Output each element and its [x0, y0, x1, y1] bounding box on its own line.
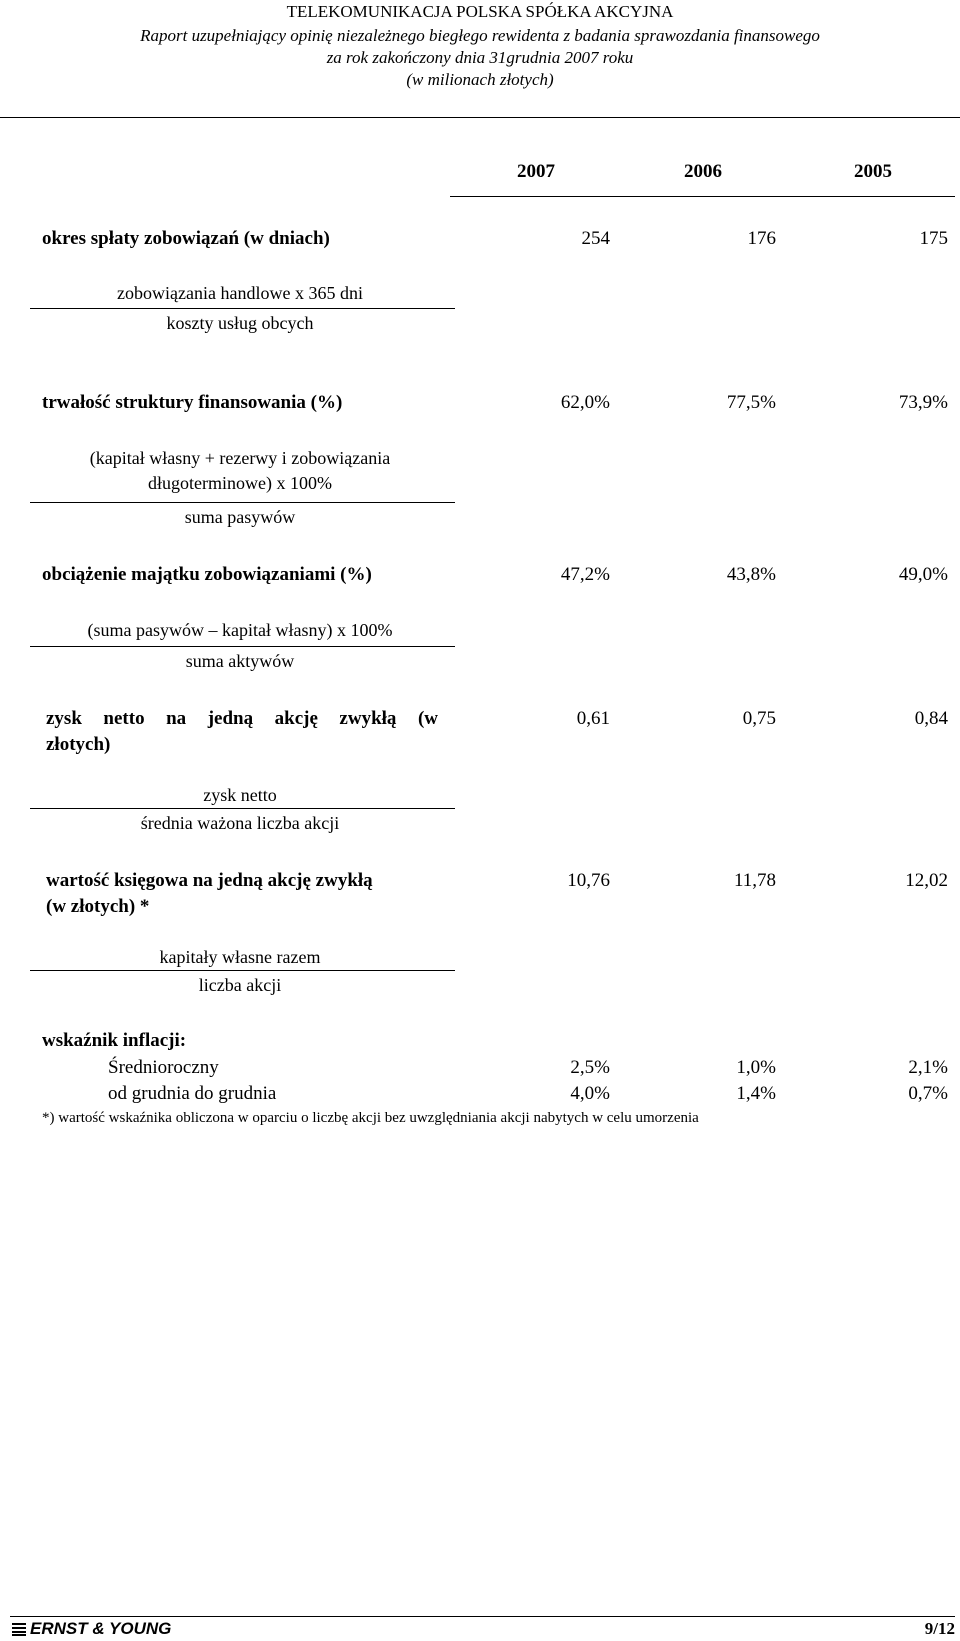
- value-2006: 1,4%: [736, 1083, 776, 1104]
- fraction-line: [30, 808, 455, 809]
- header-divider: [0, 117, 960, 118]
- value-2006: 77,5%: [726, 392, 776, 413]
- row-label: obciążenie majątku zobowiązaniami (%): [42, 564, 372, 585]
- formula-numerator: zysk netto: [203, 785, 277, 805]
- year-2007: 2007: [517, 161, 555, 182]
- report-period: za rok zakończony dnia 31grudnia 2007 roku: [326, 48, 634, 67]
- row-label: zysk netto na jedną akcję zwykłą (w: [46, 708, 438, 729]
- value-2007: 2,5%: [570, 1057, 610, 1078]
- value-2005: 175: [919, 228, 948, 249]
- value-2007: 254: [581, 228, 610, 249]
- year-2006: 2006: [684, 161, 722, 182]
- report-unit: (w milionach złotych): [406, 70, 554, 89]
- row-label: trwałość struktury finansowania (%): [42, 392, 343, 413]
- value-2005: 0,7%: [908, 1083, 948, 1104]
- formula-denominator: liczba akcji: [198, 975, 282, 995]
- row-label: okres spłaty zobowiązań (w dniach): [42, 228, 330, 249]
- company-title: TELEKOMUNIKACJA POLSKA SPÓŁKA AKCYJNA: [286, 2, 674, 21]
- footnote: *) wartość wskaźnika obliczona w oparciu o liczbę akcji bez uwzględniania akcji nabytych w celu umorzenia: [42, 1110, 699, 1126]
- value-2007: 4,0%: [570, 1083, 610, 1104]
- fraction-line: [30, 646, 455, 647]
- value-2005: 49,0%: [898, 564, 948, 585]
- fraction-line: [30, 970, 455, 971]
- formula-numerator: długoterminowe) x 100%: [148, 473, 332, 493]
- value-2006: 11,78: [733, 870, 776, 891]
- value-2006: 1,0%: [736, 1057, 776, 1078]
- formula-denominator: suma aktywów: [185, 651, 295, 671]
- inflation-label: od grudnia do grudnia: [108, 1083, 277, 1104]
- ey-logo: ERNST & YOUNG: [30, 1619, 172, 1638]
- value-2007: 62,0%: [560, 392, 610, 413]
- value-2005: 0,84: [914, 708, 948, 729]
- value-2005: 12,02: [905, 870, 948, 891]
- formula-numerator: kapitały własne razem: [159, 947, 321, 967]
- value-2005: 2,1%: [908, 1057, 948, 1078]
- formula-numerator: (kapitał własny + rezerwy i zobowiązania: [89, 448, 391, 468]
- report-subtitle: Raport uzupełniający opinię niezależnego biegłego rewidenta z badania sprawozdania finansowego: [140, 26, 820, 45]
- value-2007: 0,61: [576, 708, 610, 729]
- fraction-line: [30, 308, 455, 309]
- value-2007: 47,2%: [560, 564, 610, 585]
- value-2006: 43,8%: [726, 564, 776, 585]
- value-2005: 73,9%: [898, 392, 948, 413]
- formula-denominator: suma pasywów: [184, 507, 296, 527]
- value-2006: 176: [747, 228, 776, 249]
- row-label: wartość księgowa na jedną akcję zwykłą: [46, 870, 373, 891]
- formula-denominator: średnia ważona liczba akcji: [140, 813, 340, 833]
- page-number: 9/12: [924, 1619, 955, 1638]
- fraction-line: [30, 502, 455, 503]
- row-label-cont: (w złotych) *: [46, 896, 150, 917]
- years-underline: [450, 196, 955, 197]
- value-2006: 0,75: [742, 708, 776, 729]
- ey-logo-icon: [12, 1622, 26, 1636]
- footer-divider: [10, 1616, 955, 1617]
- formula-numerator: zobowiązania handlowe x 365 dni: [117, 283, 363, 303]
- inflation-label: Średnioroczny: [108, 1057, 219, 1078]
- row-label-cont: złotych): [46, 734, 111, 755]
- formula-denominator: koszty usług obcych: [166, 313, 314, 333]
- formula-numerator: (suma pasywów – kapitał własny) x 100%: [87, 620, 393, 640]
- inflation-title: wskaźnik inflacji:: [42, 1030, 187, 1051]
- value-2007: 10,76: [567, 870, 610, 891]
- year-2005: 2005: [854, 161, 892, 182]
